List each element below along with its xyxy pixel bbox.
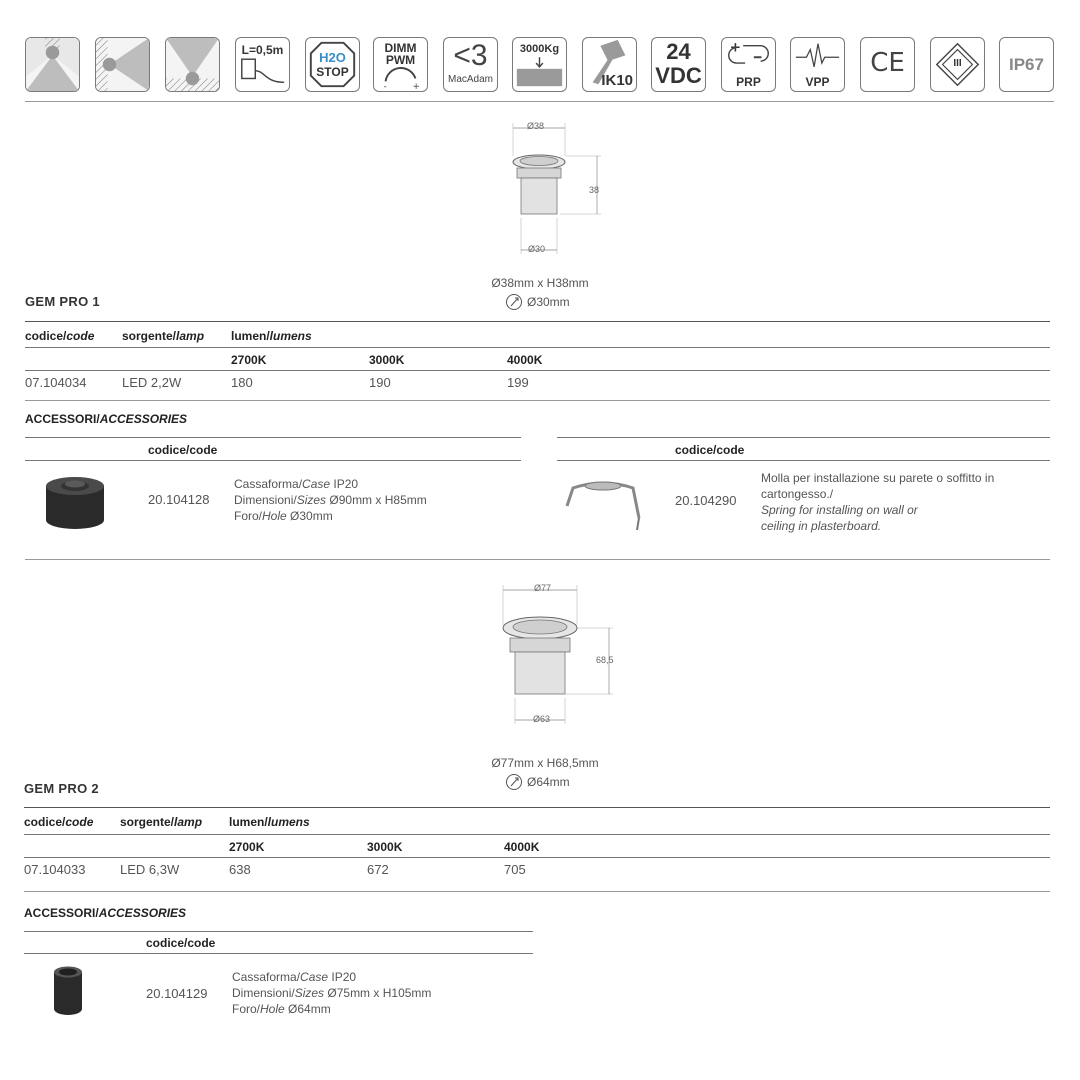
drawing-bottom-diameter: Ø63 (533, 714, 551, 724)
product2-hole: Ø64mm (527, 775, 570, 789)
load-icon (512, 37, 567, 92)
beam-wide-icon (25, 37, 80, 92)
dimm-label: DIMM (384, 41, 417, 55)
row-lumen-4000: 199 (507, 375, 529, 390)
beam-side-icon (95, 37, 150, 92)
temp-4000: 4000K (504, 840, 540, 854)
icon-bar-divider (25, 101, 1054, 102)
drawing-height: 68,5 (596, 655, 614, 665)
drawing-height: 38 (589, 185, 600, 195)
hole-cutter-icon (505, 293, 523, 311)
table2-top-rule (24, 807, 1050, 808)
acc-right-header-rule (557, 460, 1050, 461)
h2o-label: H2O (319, 50, 346, 65)
temp-2700: 2700K (229, 840, 265, 854)
acc-left-header: codice/code (148, 443, 218, 457)
acc2-top-rule (24, 931, 533, 932)
ce-label: CE (870, 48, 905, 78)
row-code: 07.104034 (25, 375, 87, 390)
table2-header-rule (24, 834, 1050, 835)
acc2-description: Molla per installazione su parete o soffitto in cartongesso./ Spring for installing on wall or ceiling in plasterboard. (761, 471, 995, 533)
acc-left-header-rule (25, 460, 521, 461)
beam-down-icon (165, 37, 220, 92)
col-header-lumen: lumen/lumens (231, 329, 312, 343)
acc-left-top-rule (25, 437, 521, 438)
section-divider (25, 559, 1050, 560)
ik-label: IK10 (601, 72, 633, 89)
acc3-code: 20.104129 (146, 986, 208, 1001)
col-header-lamp: sorgente/lamp (122, 329, 205, 343)
acc2-header-rule (24, 953, 533, 954)
ce-mark-icon (860, 37, 915, 92)
macadam-label: MacAdam (447, 74, 493, 85)
pwm-label: PWM (385, 53, 416, 67)
macadam-icon (443, 37, 498, 92)
hole-cutter-icon (505, 773, 523, 791)
voltage-value: 24 (666, 39, 691, 64)
temp-2700: 2700K (231, 353, 267, 367)
row-lumen-4000: 705 (504, 862, 526, 877)
row-lamp: LED 6,3W (120, 862, 180, 877)
col-header-code: codice/code (24, 815, 94, 829)
product1-dimensions: Ø38mm x H38mm (491, 276, 589, 290)
h2o-stop-icon (305, 37, 360, 92)
macadam-value: <3 (453, 39, 488, 72)
svg-text:+: + (729, 39, 742, 56)
accessories-title: ACCESSORI/ACCESSORIES (25, 412, 188, 426)
vpp-icon (790, 37, 845, 92)
dimm-pwm-icon (373, 37, 428, 92)
temp-3000: 3000K (367, 840, 403, 854)
svg-text:-: - (383, 82, 387, 91)
voltage-unit: VDC (655, 63, 702, 88)
case-tube-image (52, 965, 84, 1017)
class-label: III (953, 58, 962, 69)
table2-temp-rule (24, 857, 1050, 858)
acc-right-header: codice/code (675, 443, 745, 457)
table2-bottom-rule (24, 891, 1050, 892)
product2-title: GEM PRO 2 (24, 781, 99, 796)
product2-dimensions: Ø77mm x H68,5mm (491, 756, 599, 770)
temp-4000: 4000K (507, 353, 543, 367)
acc3-description: Cassaforma/Case IP20 Dimensioni/Sizes Ø75mm x H105mm Foro/Hole Ø64mm (232, 970, 432, 1016)
drawing-top-diameter: Ø38 (527, 121, 545, 131)
table1-temp-rule (25, 370, 1050, 371)
table1-bottom-rule (25, 400, 1050, 401)
acc1-description: Cassaforma/Case IP20 Dimensioni/Sizes Ø90mm x H85mm Foro/Hole Ø30mm (234, 477, 427, 523)
drawing-top-diameter: Ø77 (534, 583, 552, 593)
col-header-lumen: lumen/lumens (229, 815, 310, 829)
row-lumen-3000: 190 (369, 375, 391, 390)
acc1-code: 20.104128 (148, 492, 210, 507)
prp-icon (721, 37, 776, 92)
cable-length-icon (235, 37, 290, 92)
temp-3000: 3000K (369, 353, 405, 367)
prp-label: PRP (736, 75, 761, 89)
col-header-lamp: sorgente/lamp (120, 815, 203, 829)
svg-text:+: + (412, 82, 420, 91)
row-lumen-2700: 638 (229, 862, 251, 877)
row-lumen-3000: 672 (367, 862, 389, 877)
row-code: 07.104033 (24, 862, 86, 877)
load-label: 3000Kg (519, 43, 560, 55)
product1-title: GEM PRO 1 (25, 294, 100, 309)
ip-label: IP67 (1009, 55, 1044, 74)
voltage-icon (651, 37, 706, 92)
ik10-hammer-icon (582, 37, 637, 92)
col-header-code: codice/code (25, 329, 95, 343)
table1-top-rule (25, 321, 1050, 322)
row-lamp: LED 2,2W (122, 375, 182, 390)
ip67-icon (999, 37, 1054, 92)
stop-label: STOP (316, 65, 349, 79)
acc-right-top-rule (557, 437, 1050, 438)
accessories-title: ACCESSORI/ACCESSORIES (24, 906, 187, 920)
row-lumen-2700: 180 (231, 375, 253, 390)
vpp-label: VPP (805, 75, 830, 89)
table1-header-rule (25, 347, 1050, 348)
acc2-code: 20.104290 (675, 493, 737, 508)
spring-image (563, 474, 645, 532)
acc2-header: codice/code (146, 936, 216, 950)
product1-hole: Ø30mm (527, 295, 570, 309)
class-iii-icon (930, 37, 985, 92)
drawing-bottom-diameter: Ø30 (528, 244, 546, 254)
case-box-image (44, 474, 106, 530)
cable-length-label: L=0,5m (241, 43, 284, 57)
